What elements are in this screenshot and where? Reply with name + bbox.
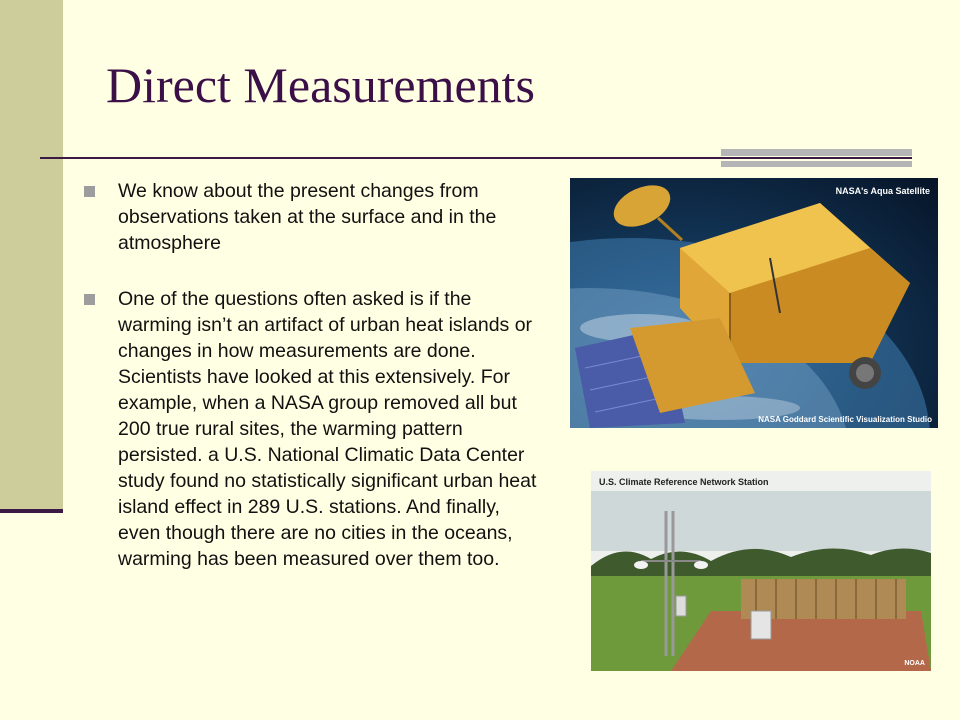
satellite-photo-credit: NASA Goddard Scientific Visualization Studio — [758, 415, 932, 424]
climate-station-photo — [591, 471, 931, 671]
satellite-photo-label: NASA's Aqua Satellite — [835, 186, 930, 196]
satellite-illustration — [570, 178, 938, 428]
bullet-item — [84, 286, 544, 572]
side-decoration-line — [0, 509, 63, 513]
square-bullet-icon — [84, 294, 95, 305]
accent-band-bottom — [721, 161, 912, 167]
climate-station-illustration — [591, 471, 931, 671]
square-bullet-icon — [84, 186, 95, 197]
bullet-text: One of the questions often asked is if the warming isn’t an artifact of urban heat islands or changes in how measurements are done. Scientists have looked at this extensively. For example, when a NASA group removed all but 200 true rural sites, the warming pattern persisted. a U.S. National Climatic Data Center study found no statistically significant urban heat island effect in 289 U.S. stations. And finally, even though there are no cities in the oceans, warming has been measured over them too. — [118, 288, 537, 570]
satellite-photo — [570, 178, 938, 428]
accent-band-top — [721, 149, 912, 156]
station-photo-label: U.S. Climate Reference Network Station — [599, 477, 769, 487]
slide-title: Direct Measurements — [106, 57, 536, 113]
station-photo-credit: NOAA — [904, 660, 925, 667]
title-accent-bands — [721, 149, 912, 167]
bullet-item — [84, 178, 544, 256]
bullet-list — [84, 178, 544, 602]
bullet-text: We know about the present changes from observations taken at the surface and in the atmosphere — [118, 180, 497, 254]
side-decoration-bar — [0, 0, 63, 510]
